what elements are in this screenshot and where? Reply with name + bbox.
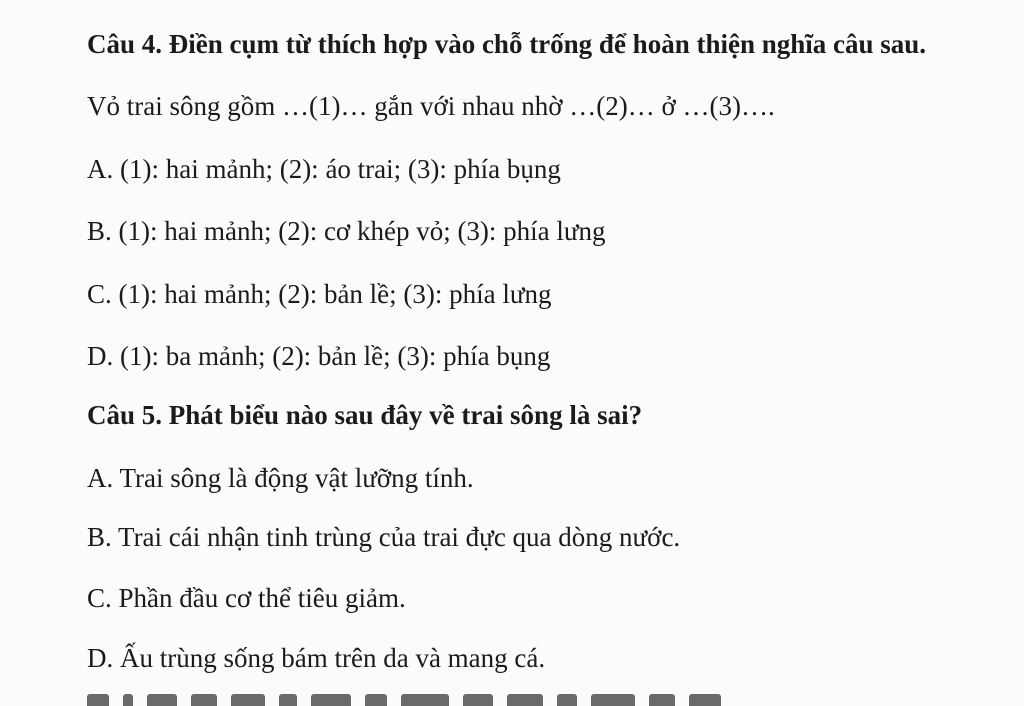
question-4-option-c: C. (1): hai mảnh; (2): bản lề; (3): phía lưng — [87, 279, 552, 309]
question-4-option-d: D. (1): ba mảnh; (2): bản lề; (3): phía bụng — [87, 341, 551, 371]
cropped-text-bottom — [87, 694, 907, 706]
question-5-option-c: C. Phần đầu cơ thể tiêu giảm. — [87, 583, 406, 613]
question-5-option-d: D. Ấu trùng sống bám trên da và mang cá. — [87, 643, 546, 673]
question-4-stem: Vỏ trai sông gồm …(1)… gắn với nhau nhờ …(2)… ở …(3)…. — [87, 91, 775, 121]
question-4-option-b: B. (1): hai mảnh; (2): cơ khép vỏ; (3): phía lưng — [87, 216, 606, 246]
cropped-text-top — [120, 0, 420, 6]
question-5-title: Câu 5. Phát biểu nào sau đây về trai sông là sai? — [87, 400, 643, 430]
question-4-option-a: A. (1): hai mảnh; (2): áo trai; (3): phía bụng — [87, 154, 561, 184]
question-5-option-a: A. Trai sông là động vật lưỡng tính. — [87, 463, 474, 493]
question-5-option-b: B. Trai cái nhận tinh trùng của trai đực qua dòng nước. — [87, 522, 681, 552]
question-4-title: Câu 4. Điền cụm từ thích hợp vào chỗ trống để hoàn thiện nghĩa câu sau. — [87, 29, 927, 59]
